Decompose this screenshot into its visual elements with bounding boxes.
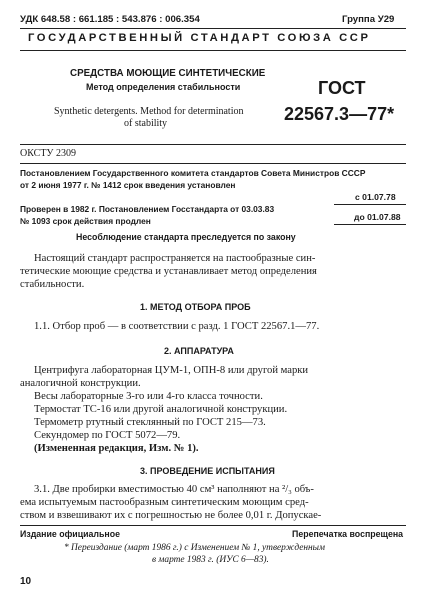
intro-line-1: Настоящий стандарт распространяется на пастообразные син- xyxy=(34,253,316,264)
section-2-heading: 2. АППАРАТУРА xyxy=(164,346,234,356)
equipment-line-6: Секундомер по ГОСТ 5072—79. xyxy=(34,430,181,441)
procedure-line-3: ством и взвешивают их с погрешностью не более 0,01 г. Допускае- xyxy=(20,510,322,521)
footer-rule xyxy=(20,525,406,526)
section-1-text: 1.1. Отбор проб — в соответствии с разд. 1 ГОСТ 22567.1—77. xyxy=(34,321,320,332)
udk-code: УДК 648.58 : 661.185 : 543.876 : 006.354 xyxy=(20,14,200,25)
introduction-date-rule xyxy=(334,204,406,205)
validity-date: до 01.07.88 xyxy=(354,212,401,222)
reprint-prohibited: Перепечатка воспрещена xyxy=(292,529,404,539)
resolution-line3: Проверен в 1982 г. Постановлением Госстандарта от 03.03.83 xyxy=(20,204,275,214)
amendment-note: (Измененная редакция, Изм. № 1). xyxy=(34,443,199,454)
reprint-note-line2: в марте 1983 г. (ИУС 6—83). xyxy=(152,555,269,565)
page-number: 10 xyxy=(20,576,32,587)
section-3-heading: 3. ПРОВЕДЕНИЕ ИСПЫТАНИЯ xyxy=(140,466,275,476)
standard-banner: ГОСУДАРСТВЕННЫЙ СТАНДАРТ СОЮЗА ССР xyxy=(28,32,371,44)
gost-label: ГОСТ xyxy=(318,78,366,98)
gost-number: 22567.3—77* xyxy=(284,104,395,124)
equipment-line-1: Центрифуга лабораторная ЦУМ-1, ОПН-8 или другой марки xyxy=(34,365,309,376)
title-en-line1: Synthetic detergents. Method for determination xyxy=(54,106,244,117)
section-1-heading: 1. МЕТОД ОТБОРА ПРОБ xyxy=(140,302,251,312)
legal-notice: Несоблюдение стандарта преследуется по закону xyxy=(76,232,296,242)
equipment-line-4: Термостат ТС-16 или другой аналогичной конструкции. xyxy=(34,404,288,415)
okstu-rule xyxy=(20,163,406,164)
title-rule xyxy=(20,144,406,145)
procedure-line-2: ема испытуемым пастообразным синтетическим моющим сред- xyxy=(20,497,309,508)
okstu-code: ОКСТУ 2309 xyxy=(20,148,77,159)
reprint-note-line1: * Переиздание (март 1986 г.) с Изменением № 1, утвержденным xyxy=(64,543,326,553)
header-rule-bottom xyxy=(20,50,406,51)
intro-line-2: тетические моющие средства и устанавливает метод определения xyxy=(20,266,317,277)
equipment-line-3: Весы лабораторные 3-го или 4-го класса точности. xyxy=(34,391,263,402)
group-code: Группа У29 xyxy=(342,14,395,25)
introduction-date: с 01.07.78 xyxy=(355,192,396,202)
intro-line-3: стабильности. xyxy=(20,279,85,290)
resolution-line4: № 1093 срок действия продлен xyxy=(20,216,151,226)
resolution-line2: от 2 июня 1977 г. № 1412 срок введения установлен xyxy=(20,180,236,190)
procedure-line-1: 3.1. Две пробирки вместимостью 40 см³ наполняют на ²/₃ объ- xyxy=(34,484,314,495)
validity-date-rule xyxy=(334,224,406,225)
equipment-line-2: аналогичной конструкции. xyxy=(20,378,141,389)
header-rule-top xyxy=(20,28,406,29)
title-ru: СРЕДСТВА МОЮЩИЕ СИНТЕТИЧЕСКИЕ xyxy=(70,68,266,79)
subtitle-ru: Метод определения стабильности xyxy=(86,82,241,92)
title-en-line2: of stability xyxy=(124,118,168,129)
official-edition: Издание официальное xyxy=(20,529,120,539)
equipment-line-5: Термометр ртутный стеклянный по ГОСТ 215—73. xyxy=(34,417,266,428)
resolution-line1: Постановлением Государственного комитета стандартов Совета Министров СССР xyxy=(20,168,366,178)
